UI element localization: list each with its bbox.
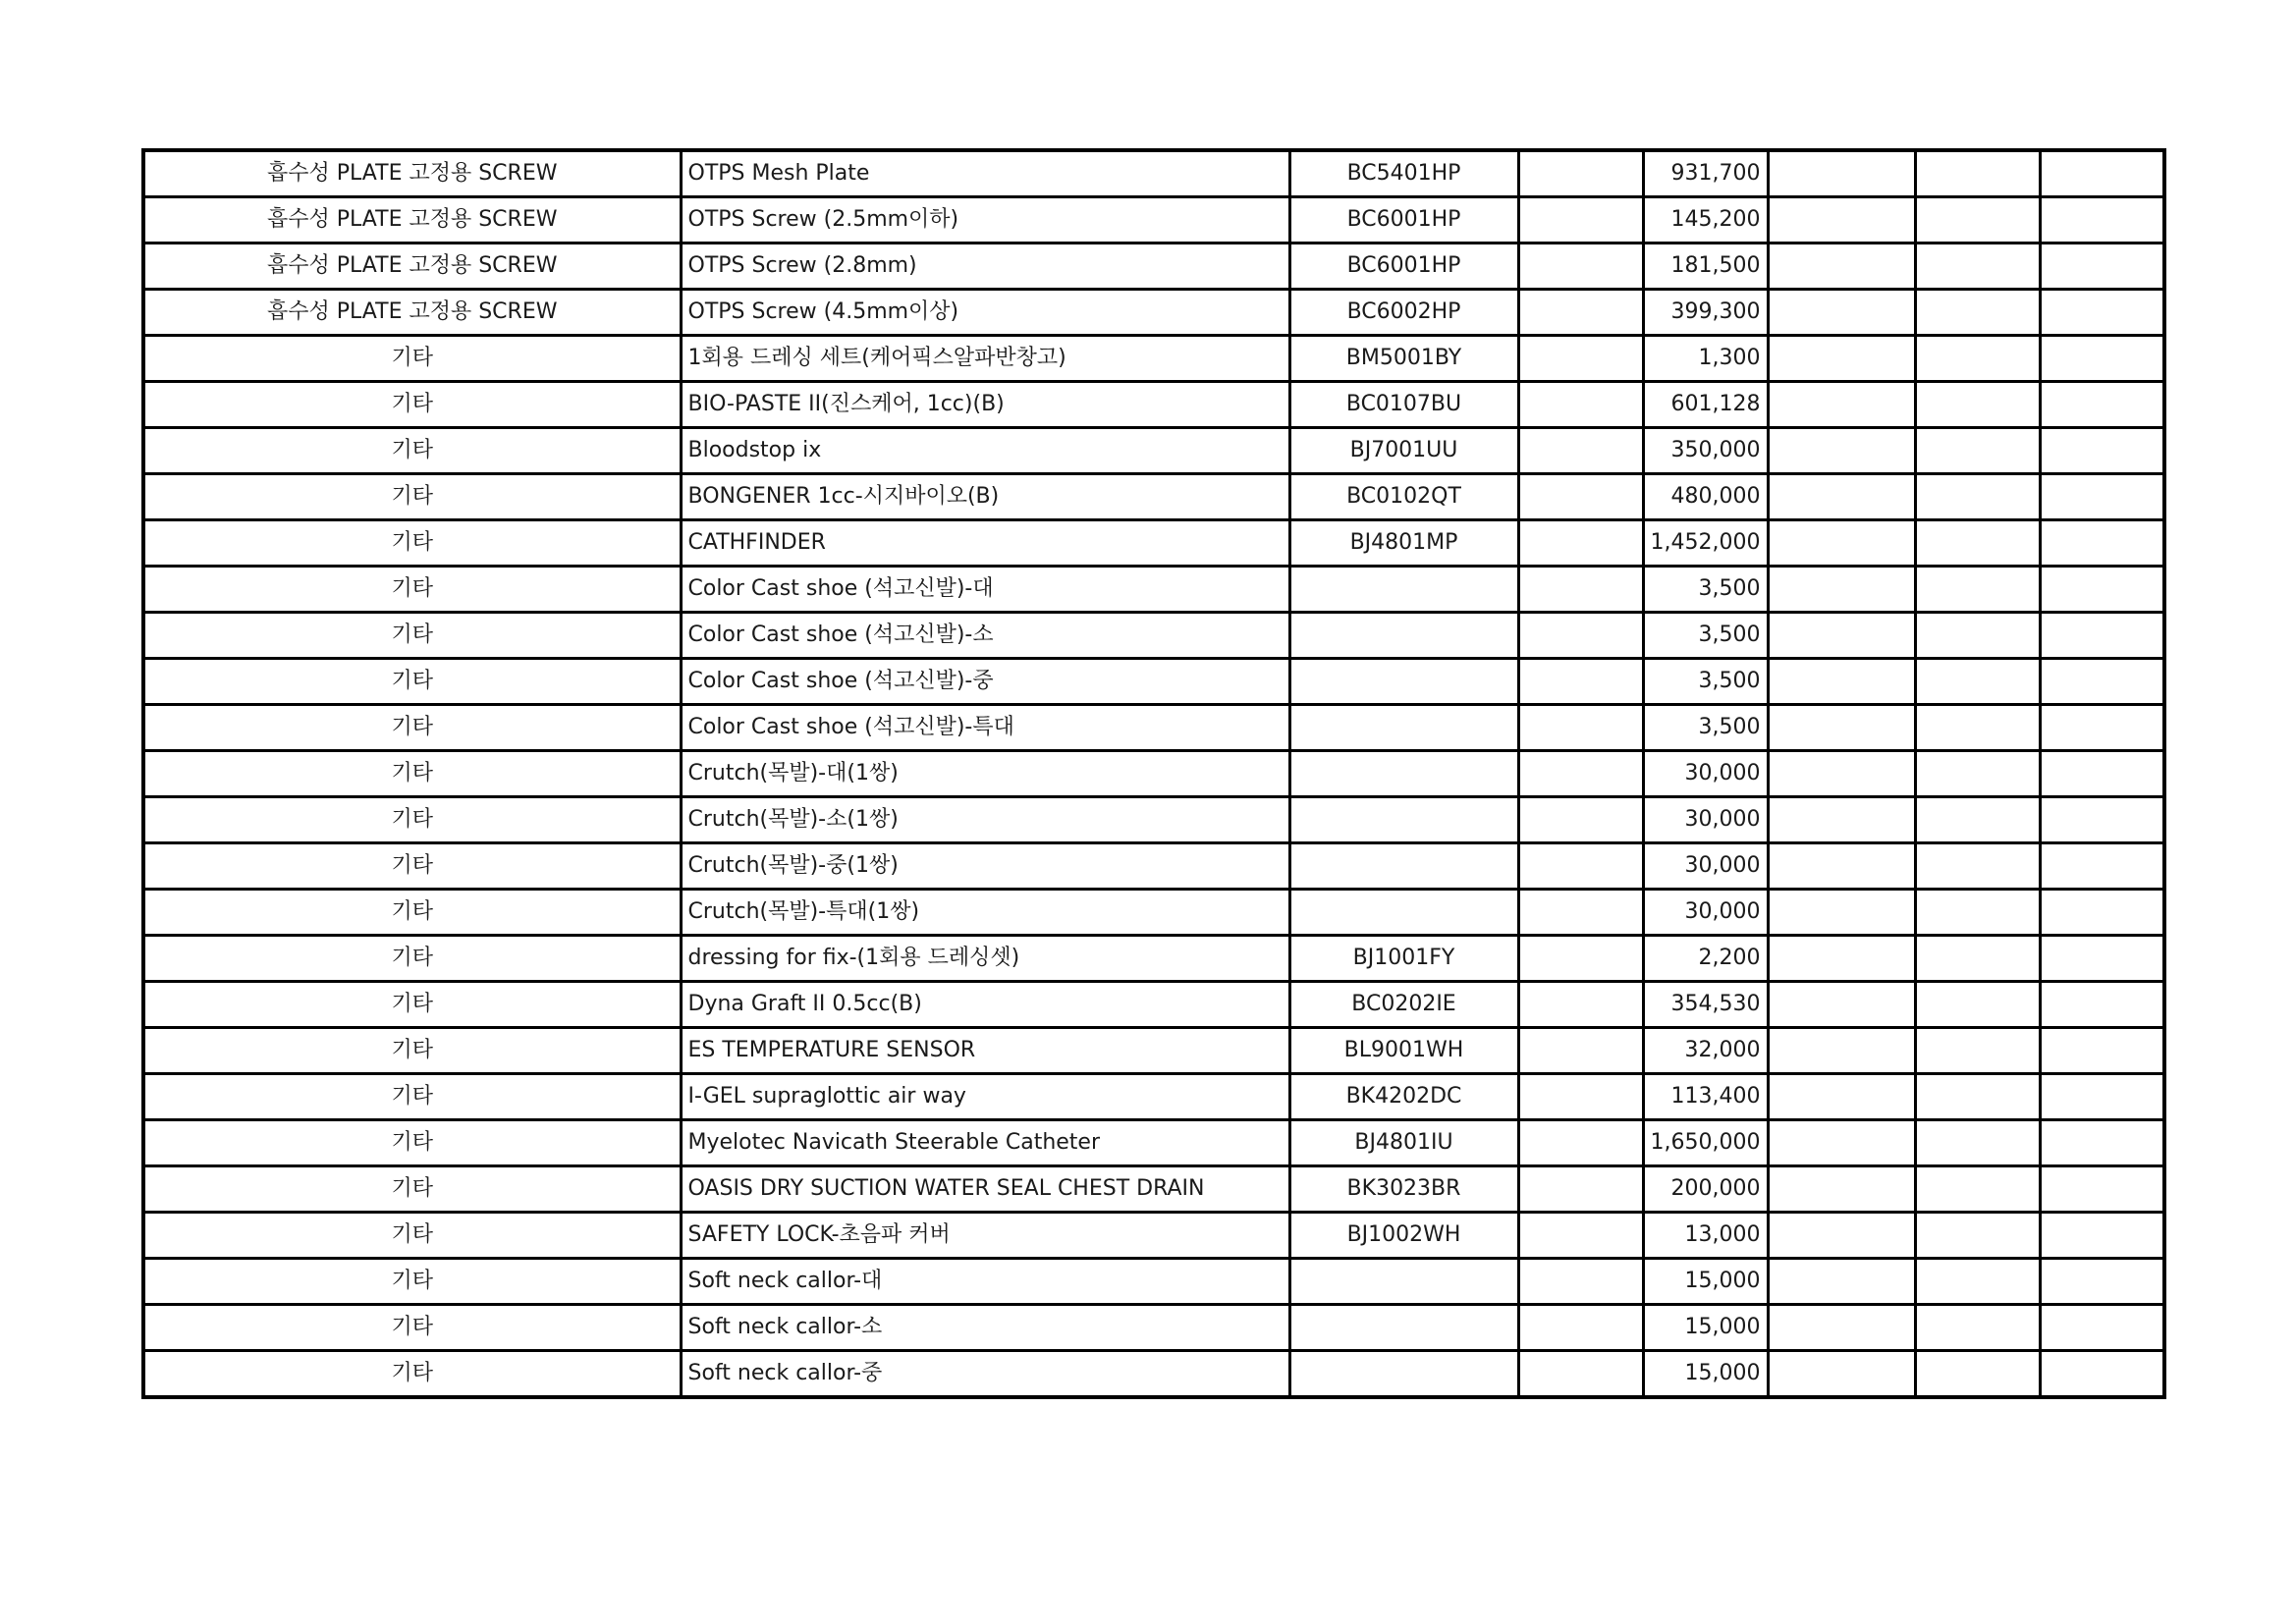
empty-cell bbox=[2040, 150, 2164, 197]
item-code-cell: BJ1001FY bbox=[1289, 936, 1518, 982]
item-code-cell bbox=[1289, 1351, 1518, 1398]
item-name-cell: Soft neck callor-대 bbox=[681, 1259, 1289, 1305]
table-row bbox=[143, 336, 2164, 382]
table-row bbox=[143, 244, 2164, 290]
empty-cell bbox=[1768, 1305, 1915, 1351]
empty-cell bbox=[1915, 751, 2040, 797]
empty-cell bbox=[1768, 797, 1915, 843]
empty-cell bbox=[1768, 428, 1915, 474]
price-cell: 145,200 bbox=[1643, 197, 1768, 244]
empty-cell bbox=[1915, 1351, 2040, 1398]
empty-cell bbox=[1915, 1259, 2040, 1305]
empty-cell bbox=[1518, 1120, 1643, 1166]
table-body bbox=[143, 150, 2164, 1397]
item-name-cell: Soft neck callor-소 bbox=[681, 1305, 1289, 1351]
table-row bbox=[143, 1166, 2164, 1213]
category-cell: 기타 bbox=[143, 1120, 681, 1166]
empty-cell bbox=[1768, 382, 1915, 428]
empty-cell bbox=[1915, 1074, 2040, 1120]
item-name-cell: Bloodstop ix bbox=[681, 428, 1289, 474]
price-cell: 200,000 bbox=[1643, 1166, 1768, 1213]
empty-cell bbox=[1768, 982, 1915, 1028]
empty-cell bbox=[1518, 613, 1643, 659]
empty-cell bbox=[1518, 982, 1643, 1028]
empty-cell bbox=[2040, 1351, 2164, 1398]
item-code-cell bbox=[1289, 890, 1518, 936]
empty-cell bbox=[1518, 150, 1643, 197]
empty-cell bbox=[1915, 520, 2040, 567]
table-row bbox=[143, 474, 2164, 520]
category-cell: 기타 bbox=[143, 567, 681, 613]
table-row bbox=[143, 1213, 2164, 1259]
category-cell: 흡수성 PLATE 고정용 SCREW bbox=[143, 290, 681, 336]
category-cell: 기타 bbox=[143, 843, 681, 890]
empty-cell bbox=[1768, 520, 1915, 567]
empty-cell bbox=[2040, 382, 2164, 428]
empty-cell bbox=[1915, 1028, 2040, 1074]
item-name-cell: SAFETY LOCK-초음파 커버 bbox=[681, 1213, 1289, 1259]
category-cell: 기타 bbox=[143, 1028, 681, 1074]
empty-cell bbox=[1768, 336, 1915, 382]
empty-cell bbox=[1915, 797, 2040, 843]
price-cell: 15,000 bbox=[1643, 1259, 1768, 1305]
item-code-cell: BK3023BR bbox=[1289, 1166, 1518, 1213]
category-cell: 흡수성 PLATE 고정용 SCREW bbox=[143, 150, 681, 197]
empty-cell bbox=[2040, 290, 2164, 336]
empty-cell bbox=[2040, 567, 2164, 613]
item-name-cell: Crutch(목발)-특대(1쌍) bbox=[681, 890, 1289, 936]
price-cell: 181,500 bbox=[1643, 244, 1768, 290]
table-row bbox=[143, 1305, 2164, 1351]
empty-cell bbox=[1518, 705, 1643, 751]
category-cell: 기타 bbox=[143, 474, 681, 520]
empty-cell bbox=[1518, 751, 1643, 797]
item-code-cell: BJ1002WH bbox=[1289, 1213, 1518, 1259]
item-code-cell: BC0102QT bbox=[1289, 474, 1518, 520]
empty-cell bbox=[2040, 244, 2164, 290]
empty-cell bbox=[1768, 1028, 1915, 1074]
empty-cell bbox=[1768, 1074, 1915, 1120]
empty-cell bbox=[1915, 1120, 2040, 1166]
item-name-cell: 1회용 드레싱 세트(케어픽스알파반창고) bbox=[681, 336, 1289, 382]
empty-cell bbox=[1518, 1259, 1643, 1305]
empty-cell bbox=[1915, 336, 2040, 382]
item-code-cell: BC0202IE bbox=[1289, 982, 1518, 1028]
table-row bbox=[143, 150, 2164, 197]
table-row bbox=[143, 197, 2164, 244]
empty-cell bbox=[1768, 843, 1915, 890]
item-code-cell: BJ7001UU bbox=[1289, 428, 1518, 474]
item-name-cell: OTPS Screw (2.5mm이하) bbox=[681, 197, 1289, 244]
item-name-cell: Dyna Graft II 0.5cc(B) bbox=[681, 982, 1289, 1028]
empty-cell bbox=[1768, 150, 1915, 197]
empty-cell bbox=[1518, 1074, 1643, 1120]
empty-cell bbox=[2040, 336, 2164, 382]
item-code-cell bbox=[1289, 1305, 1518, 1351]
empty-cell bbox=[1768, 1351, 1915, 1398]
empty-cell bbox=[1915, 613, 2040, 659]
category-cell: 기타 bbox=[143, 613, 681, 659]
price-cell: 1,452,000 bbox=[1643, 520, 1768, 567]
category-cell: 기타 bbox=[143, 1213, 681, 1259]
item-name-cell: OASIS DRY SUCTION WATER SEAL CHEST DRAIN bbox=[681, 1166, 1289, 1213]
table-row bbox=[143, 290, 2164, 336]
price-cell: 30,000 bbox=[1643, 843, 1768, 890]
empty-cell bbox=[1768, 290, 1915, 336]
empty-cell bbox=[1915, 290, 2040, 336]
table-row bbox=[143, 428, 2164, 474]
item-name-cell: BIO-PASTE II(진스케어, 1cc)(B) bbox=[681, 382, 1289, 428]
price-cell: 3,500 bbox=[1643, 567, 1768, 613]
price-cell: 32,000 bbox=[1643, 1028, 1768, 1074]
item-name-cell: dressing for fix-(1회용 드레싱셋) bbox=[681, 936, 1289, 982]
empty-cell bbox=[1518, 197, 1643, 244]
empty-cell bbox=[1915, 1213, 2040, 1259]
price-cell: 30,000 bbox=[1643, 797, 1768, 843]
empty-cell bbox=[1915, 1166, 2040, 1213]
table-row bbox=[143, 382, 2164, 428]
price-cell: 399,300 bbox=[1643, 290, 1768, 336]
empty-cell bbox=[1915, 567, 2040, 613]
table-row bbox=[143, 1259, 2164, 1305]
price-cell: 15,000 bbox=[1643, 1305, 1768, 1351]
empty-cell bbox=[1518, 1028, 1643, 1074]
empty-cell bbox=[1915, 1305, 2040, 1351]
empty-cell bbox=[2040, 1120, 2164, 1166]
item-name-cell: Crutch(목발)-대(1쌍) bbox=[681, 751, 1289, 797]
category-cell: 기타 bbox=[143, 797, 681, 843]
price-cell: 3,500 bbox=[1643, 705, 1768, 751]
category-cell: 기타 bbox=[143, 705, 681, 751]
empty-cell bbox=[1518, 1305, 1643, 1351]
category-cell: 기타 bbox=[143, 428, 681, 474]
table-row bbox=[143, 1120, 2164, 1166]
category-cell: 기타 bbox=[143, 1074, 681, 1120]
category-cell: 기타 bbox=[143, 1305, 681, 1351]
item-name-cell: Crutch(목발)-중(1쌍) bbox=[681, 843, 1289, 890]
price-cell: 3,500 bbox=[1643, 659, 1768, 705]
empty-cell bbox=[1518, 1166, 1643, 1213]
price-cell: 30,000 bbox=[1643, 751, 1768, 797]
empty-cell bbox=[1915, 382, 2040, 428]
category-cell: 기타 bbox=[143, 520, 681, 567]
table-row bbox=[143, 613, 2164, 659]
empty-cell bbox=[1768, 659, 1915, 705]
empty-cell bbox=[1518, 290, 1643, 336]
empty-cell bbox=[1768, 197, 1915, 244]
empty-cell bbox=[1915, 890, 2040, 936]
category-cell: 기타 bbox=[143, 659, 681, 705]
item-name-cell: BONGENER 1cc-시지바이오(B) bbox=[681, 474, 1289, 520]
item-code-cell: BJ4801MP bbox=[1289, 520, 1518, 567]
item-name-cell: I-GEL supraglottic air way bbox=[681, 1074, 1289, 1120]
empty-cell bbox=[2040, 659, 2164, 705]
empty-cell bbox=[1768, 474, 1915, 520]
category-cell: 기타 bbox=[143, 1166, 681, 1213]
category-cell: 기타 bbox=[143, 1351, 681, 1398]
empty-cell bbox=[1518, 1351, 1643, 1398]
item-name-cell: Myelotec Navicath Steerable Catheter bbox=[681, 1120, 1289, 1166]
category-cell: 기타 bbox=[143, 336, 681, 382]
price-cell: 30,000 bbox=[1643, 890, 1768, 936]
item-name-cell: Color Cast shoe (석고신발)-대 bbox=[681, 567, 1289, 613]
item-code-cell: BC0107BU bbox=[1289, 382, 1518, 428]
empty-cell bbox=[1768, 244, 1915, 290]
empty-cell bbox=[1518, 797, 1643, 843]
price-cell: 1,650,000 bbox=[1643, 1120, 1768, 1166]
empty-cell bbox=[2040, 751, 2164, 797]
item-code-cell bbox=[1289, 1259, 1518, 1305]
price-cell: 350,000 bbox=[1643, 428, 1768, 474]
empty-cell bbox=[1768, 890, 1915, 936]
empty-cell bbox=[1768, 705, 1915, 751]
empty-cell bbox=[1915, 474, 2040, 520]
item-name-cell: Crutch(목발)-소(1쌍) bbox=[681, 797, 1289, 843]
item-code-cell bbox=[1289, 613, 1518, 659]
table-row bbox=[143, 520, 2164, 567]
empty-cell bbox=[1768, 1120, 1915, 1166]
category-cell: 기타 bbox=[143, 982, 681, 1028]
item-code-cell: BC6001HP bbox=[1289, 197, 1518, 244]
empty-cell bbox=[2040, 982, 2164, 1028]
empty-cell bbox=[2040, 797, 2164, 843]
empty-cell bbox=[2040, 197, 2164, 244]
item-name-cell: CATHFINDER bbox=[681, 520, 1289, 567]
price-cell: 15,000 bbox=[1643, 1351, 1768, 1398]
empty-cell bbox=[1518, 336, 1643, 382]
table-row bbox=[143, 567, 2164, 613]
empty-cell bbox=[1768, 567, 1915, 613]
item-name-cell: Color Cast shoe (석고신발)-중 bbox=[681, 659, 1289, 705]
item-code-cell bbox=[1289, 659, 1518, 705]
empty-cell bbox=[2040, 705, 2164, 751]
price-cell: 2,200 bbox=[1643, 936, 1768, 982]
empty-cell bbox=[1915, 197, 2040, 244]
empty-cell bbox=[1915, 428, 2040, 474]
price-cell: 1,300 bbox=[1643, 336, 1768, 382]
category-cell: 기타 bbox=[143, 382, 681, 428]
empty-cell bbox=[1768, 751, 1915, 797]
empty-cell bbox=[2040, 613, 2164, 659]
empty-cell bbox=[1915, 843, 2040, 890]
empty-cell bbox=[1518, 659, 1643, 705]
table-row bbox=[143, 936, 2164, 982]
item-code-cell bbox=[1289, 843, 1518, 890]
empty-cell bbox=[2040, 1028, 2164, 1074]
item-name-cell: Color Cast shoe (석고신발)-특대 bbox=[681, 705, 1289, 751]
price-cell: 3,500 bbox=[1643, 613, 1768, 659]
empty-cell bbox=[1518, 382, 1643, 428]
item-code-cell: BK4202DC bbox=[1289, 1074, 1518, 1120]
table-row bbox=[143, 1028, 2164, 1074]
price-cell: 13,000 bbox=[1643, 1213, 1768, 1259]
empty-cell bbox=[2040, 1074, 2164, 1120]
empty-cell bbox=[1915, 150, 2040, 197]
empty-cell bbox=[1518, 244, 1643, 290]
item-code-cell bbox=[1289, 797, 1518, 843]
empty-cell bbox=[2040, 1213, 2164, 1259]
empty-cell bbox=[2040, 890, 2164, 936]
price-cell: 354,530 bbox=[1643, 982, 1768, 1028]
category-cell: 기타 bbox=[143, 890, 681, 936]
empty-cell bbox=[1768, 936, 1915, 982]
empty-cell bbox=[1518, 428, 1643, 474]
category-cell: 기타 bbox=[143, 936, 681, 982]
empty-cell bbox=[1768, 1213, 1915, 1259]
item-code-cell: BL9001WH bbox=[1289, 1028, 1518, 1074]
empty-cell bbox=[2040, 1166, 2164, 1213]
price-table bbox=[141, 148, 2166, 1399]
empty-cell bbox=[2040, 1259, 2164, 1305]
price-cell: 480,000 bbox=[1643, 474, 1768, 520]
empty-cell bbox=[2040, 474, 2164, 520]
empty-cell bbox=[1518, 890, 1643, 936]
empty-cell bbox=[1518, 567, 1643, 613]
empty-cell bbox=[1518, 1213, 1643, 1259]
table-row bbox=[143, 659, 2164, 705]
empty-cell bbox=[2040, 428, 2164, 474]
table-row bbox=[143, 705, 2164, 751]
category-cell: 흡수성 PLATE 고정용 SCREW bbox=[143, 197, 681, 244]
empty-cell bbox=[2040, 520, 2164, 567]
category-cell: 기타 bbox=[143, 751, 681, 797]
table-row bbox=[143, 1074, 2164, 1120]
table-row bbox=[143, 982, 2164, 1028]
empty-cell bbox=[1915, 936, 2040, 982]
empty-cell bbox=[1518, 936, 1643, 982]
empty-cell bbox=[1915, 659, 2040, 705]
empty-cell bbox=[1915, 244, 2040, 290]
empty-cell bbox=[2040, 1305, 2164, 1351]
item-name-cell: Color Cast shoe (석고신발)-소 bbox=[681, 613, 1289, 659]
empty-cell bbox=[1768, 1259, 1915, 1305]
price-cell: 931,700 bbox=[1643, 150, 1768, 197]
category-cell: 흡수성 PLATE 고정용 SCREW bbox=[143, 244, 681, 290]
empty-cell bbox=[1518, 474, 1643, 520]
item-name-cell: ES TEMPERATURE SENSOR bbox=[681, 1028, 1289, 1074]
item-code-cell: BC6001HP bbox=[1289, 244, 1518, 290]
item-name-cell: OTPS Mesh Plate bbox=[681, 150, 1289, 197]
category-cell: 기타 bbox=[143, 1259, 681, 1305]
empty-cell bbox=[1518, 843, 1643, 890]
item-name-cell: OTPS Screw (4.5mm이상) bbox=[681, 290, 1289, 336]
item-code-cell bbox=[1289, 567, 1518, 613]
table-row bbox=[143, 843, 2164, 890]
table-row bbox=[143, 797, 2164, 843]
item-code-cell: BC5401HP bbox=[1289, 150, 1518, 197]
item-code-cell bbox=[1289, 705, 1518, 751]
empty-cell bbox=[1915, 705, 2040, 751]
empty-cell bbox=[2040, 843, 2164, 890]
empty-cell bbox=[1915, 982, 2040, 1028]
table-row bbox=[143, 890, 2164, 936]
empty-cell bbox=[1518, 520, 1643, 567]
item-code-cell: BJ4801IU bbox=[1289, 1120, 1518, 1166]
empty-cell bbox=[1768, 1166, 1915, 1213]
empty-cell bbox=[1768, 613, 1915, 659]
price-cell: 113,400 bbox=[1643, 1074, 1768, 1120]
item-code-cell bbox=[1289, 751, 1518, 797]
table-row bbox=[143, 751, 2164, 797]
item-name-cell: OTPS Screw (2.8mm) bbox=[681, 244, 1289, 290]
item-code-cell: BM5001BY bbox=[1289, 336, 1518, 382]
table-row bbox=[143, 1351, 2164, 1398]
empty-cell bbox=[2040, 936, 2164, 982]
price-cell: 601,128 bbox=[1643, 382, 1768, 428]
item-name-cell: Soft neck callor-중 bbox=[681, 1351, 1289, 1398]
item-code-cell: BC6002HP bbox=[1289, 290, 1518, 336]
